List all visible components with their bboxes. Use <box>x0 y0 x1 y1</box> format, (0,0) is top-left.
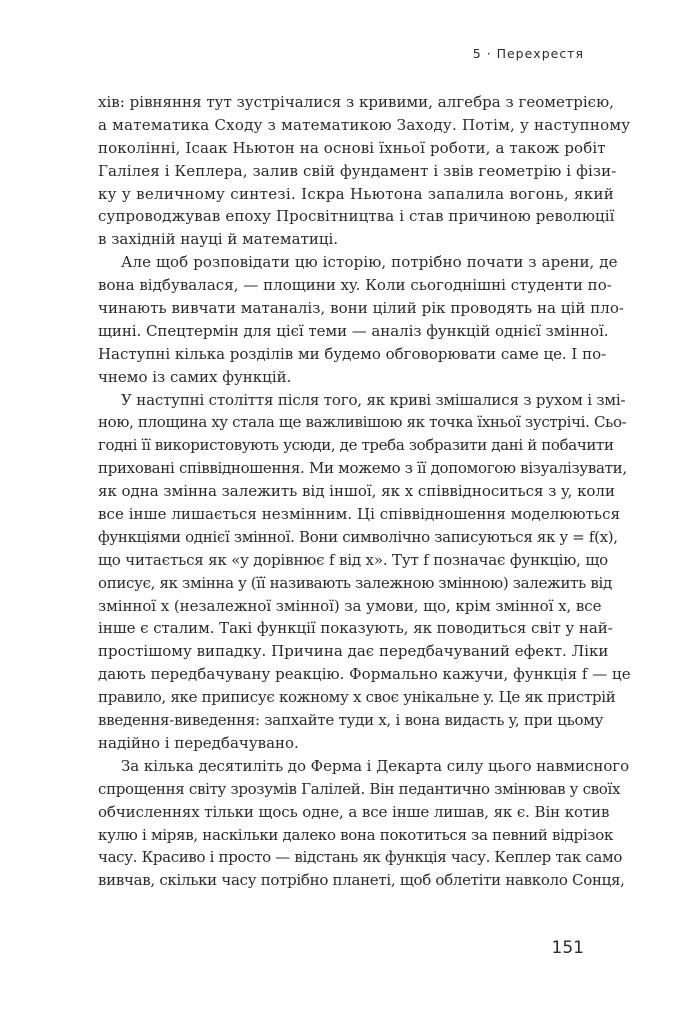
text-line: Наступні кілька розділів ми будемо обговорювати саме це. І по- <box>98 344 607 363</box>
body-text <box>98 91 631 892</box>
text-line: вивчав, скільки часу потрібно планеті, щоб облетіти навколо Сонця, <box>98 871 625 890</box>
text-line: кулю і міряв, наскільки далеко вона покотиться за певний відрізок <box>98 825 614 844</box>
text-line: дають передбачувану реакцію. Формально кажучи, функція f — це <box>98 665 631 684</box>
text-line: часу. Красиво і просто — відстань як функція часу. Кеплер так само <box>98 848 623 867</box>
text-line: поколінні, Ісаак Ньютон на основі їхньої роботи, а також робіт <box>98 138 606 157</box>
text-line: За кілька десятиліть до Ферма і Декарта силу цього навмисного <box>121 756 630 775</box>
text-line: надійно і передбачувано. <box>98 733 299 752</box>
text-line: У наступні століття після того, як криві змішалися з рухом і змі- <box>121 390 626 409</box>
text-line: обчисленнях тільки щось одне, а все інше лишав, як є. Він котив <box>98 802 610 821</box>
text-line: щині. Спецтермін для цієї теми — аналіз функцій однієї змінної. <box>98 321 609 340</box>
text-line: приховані співвідношення. Ми можемо з її допомогою візуалізувати, <box>98 459 627 478</box>
running-head: 5 · Перехрестя <box>472 46 584 61</box>
text-line: що читається як «y дорівнює f від x». Тут f позначає функцію, що <box>98 550 608 569</box>
text-line: правило, яке приписує кожному x своє унікальне y. Це як пристрій <box>98 688 616 707</box>
text-line: простішому випадку. Причина дає передбачуваний ефект. Ліки <box>98 642 609 661</box>
text-line: годні її використовують усюди, де треба зобразити дані й побачити <box>98 436 614 455</box>
text-line: ку у величному синтезі. Іскра Ньютона запалила вогонь, який <box>98 184 615 203</box>
text-line: введення-виведення: запхайте туди x, і вона видасть y, при цьому <box>98 711 604 730</box>
page-number: 151 <box>551 938 584 958</box>
text-line: змінної x (незалежної змінної) за умови, що, крім змінної x, все <box>98 596 602 615</box>
text-line: чнемо із самих функцій. <box>98 367 292 386</box>
text-line: супроводжував епоху Просвітництва і став причиною революції <box>98 207 615 226</box>
text-line: Галілея і Кеплера, залив свій фундамент і звів геометрію і фізи- <box>98 161 617 180</box>
text-line: вона відбувалася, — площини xy. Коли сьогоднішні студенти по- <box>98 276 612 295</box>
text-line: спрощення світу зрозумів Галілей. Він педантично змінював у своїх <box>98 779 621 798</box>
text-line: чинають вивчати матаналіз, вони цілий рік проводять на цій пло- <box>98 299 625 318</box>
text-line: ною, площина xy стала ще важливішою як точка їхньої зустрічі. Сьо- <box>98 413 627 432</box>
text-line: в західній науці й математиці. <box>98 230 339 249</box>
text-line: Але щоб розповідати цю історію, потрібно почати з арени, де <box>121 253 618 272</box>
text-line: хів: рівняння тут зустрічалися з кривими, алгебра з геометрією, <box>98 93 614 111</box>
text-line: описує, як змінна y (її називають залежною змінною) залежить від <box>98 573 612 592</box>
text-line: інше є сталим. Такі функції показують, як поводиться світ у най- <box>98 619 613 638</box>
text-line: як одна змінна залежить від іншої, як x співвідноситься з y, коли <box>98 482 615 501</box>
text-line: функціями однієї змінної. Вони символічно записуються як y = f(x), <box>98 527 618 546</box>
text-line: а математика Сходу з математикою Заходу. Потім, у наступному <box>98 115 631 134</box>
text-line: все інше лишається незмінним. Ці співвідношення моделюються <box>98 505 621 524</box>
